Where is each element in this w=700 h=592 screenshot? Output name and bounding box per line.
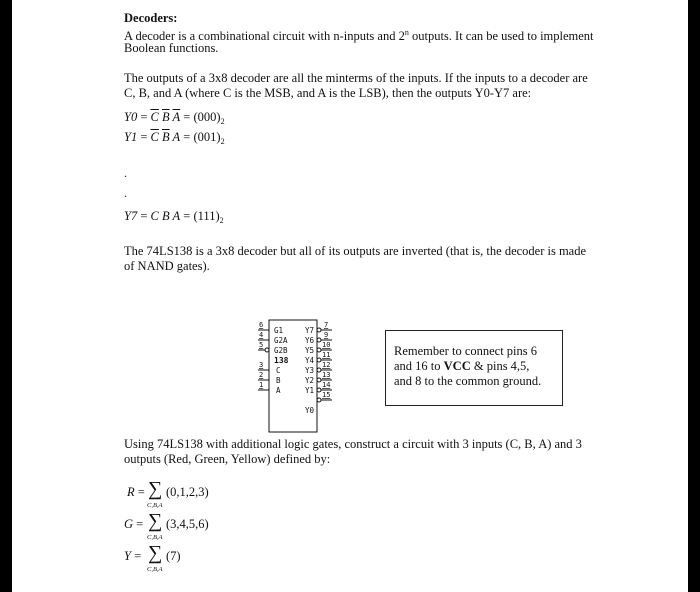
sum-subscript: C,B,A <box>147 566 163 573</box>
pin-number: 1 <box>259 381 264 389</box>
callout-line-2: and 16 to VCC & pins 4,5, <box>394 359 530 373</box>
pin-number: 3 <box>259 361 264 369</box>
pin-number: 5 <box>259 341 264 349</box>
ellipsis-dot: . <box>124 186 127 200</box>
pin-number: 10 <box>322 341 331 349</box>
para2-line-1: The outputs of a 3x8 decoder are all the minterms of the inputs. If the inputs to a decoder are <box>124 71 588 85</box>
pin-number: 12 <box>322 361 331 369</box>
chip-number: 138 <box>274 356 289 365</box>
decoder-chip-diagram <box>250 315 350 437</box>
pin-number: 14 <box>322 381 331 389</box>
intro-line-1: A decoder is a combinational circuit with n-inputs and 2$^n$ outputs. It can be used to implement <box>124 28 594 43</box>
para3-line-2: of NAND gates). <box>124 259 210 273</box>
equation-y1: $Y1 = \overline{C}$ $\overline{B}$ $A = (001)_2$ <box>124 130 225 146</box>
intro-line-2: Boolean functions. <box>124 41 219 55</box>
sigma-symbol: ∑ <box>148 510 163 532</box>
callout-line-1: Remember to connect pins 6 <box>394 344 538 358</box>
right-border <box>688 0 700 592</box>
callout-line-3: and 8 to the common ground. <box>394 374 542 388</box>
pin-label: G2A <box>274 336 288 345</box>
para4-line-2: outputs (Red, Green, Yellow) defined by: <box>124 452 331 466</box>
pin-number: 11 <box>322 351 331 359</box>
pin-label: Y5 <box>304 346 314 355</box>
pin-label: Y0 <box>304 406 314 415</box>
pin-label: Y1 <box>304 386 314 395</box>
left-border <box>0 0 12 592</box>
pin-label: Y2 <box>304 376 314 385</box>
sum-subscript: C,B,A <box>147 534 163 541</box>
pin-label: Y3 <box>304 366 314 375</box>
sigma-symbol: ∑ <box>148 542 163 564</box>
pin-number: 6 <box>259 321 264 329</box>
ellipsis-dot: . <box>124 166 127 180</box>
pin-label: C <box>276 366 281 375</box>
function-g-args: (3,4,5,6) <box>166 517 209 531</box>
pin-number: 9 <box>324 331 329 339</box>
pin-label: A <box>276 386 281 395</box>
pin-label: G2B <box>274 346 288 355</box>
function-r: R = <box>127 485 145 499</box>
pin-number: 7 <box>324 321 329 329</box>
pin-label: B <box>276 376 281 385</box>
function-y-args: (7) <box>166 549 181 563</box>
pin-number: 13 <box>322 371 331 379</box>
equation-y7: Y7 = C B $A = (111)_2$ <box>124 209 224 225</box>
sigma-symbol: ∑ <box>148 478 163 500</box>
equation-y0: $Y0 = \overline{C}$ $\overline{B}$ $\overline{A} = (000)_2$ <box>124 110 225 126</box>
para2-line-2: C, B, and A (where C is the MSB, and A is the LSB), then the outputs Y0-Y7 are: <box>124 86 532 100</box>
para3-line-1: The 74LS138 is a 3x8 decoder but all of its outputs are inverted (that is, the decoder is made <box>124 244 587 258</box>
heading: Decoders: <box>124 11 178 25</box>
pin-label: Y6 <box>304 336 314 345</box>
pin-label: Y4 <box>304 356 314 365</box>
sum-subscript: C,B,A <box>147 502 163 509</box>
function-y: Y = <box>124 549 142 563</box>
pin-number: 15 <box>322 391 331 399</box>
function-g: G = <box>124 517 144 531</box>
pin-number: 4 <box>259 331 264 339</box>
function-r-args: (0,1,2,3) <box>166 485 209 499</box>
pin-number: 2 <box>259 371 264 379</box>
pin-label: G1 <box>274 326 284 335</box>
callout-box <box>385 330 563 406</box>
para4-line-1: Using 74LS138 with additional logic gates, construct a circuit with 3 inputs (C, B, A) and 3 <box>124 437 582 451</box>
pin-label: Y7 <box>304 326 314 335</box>
